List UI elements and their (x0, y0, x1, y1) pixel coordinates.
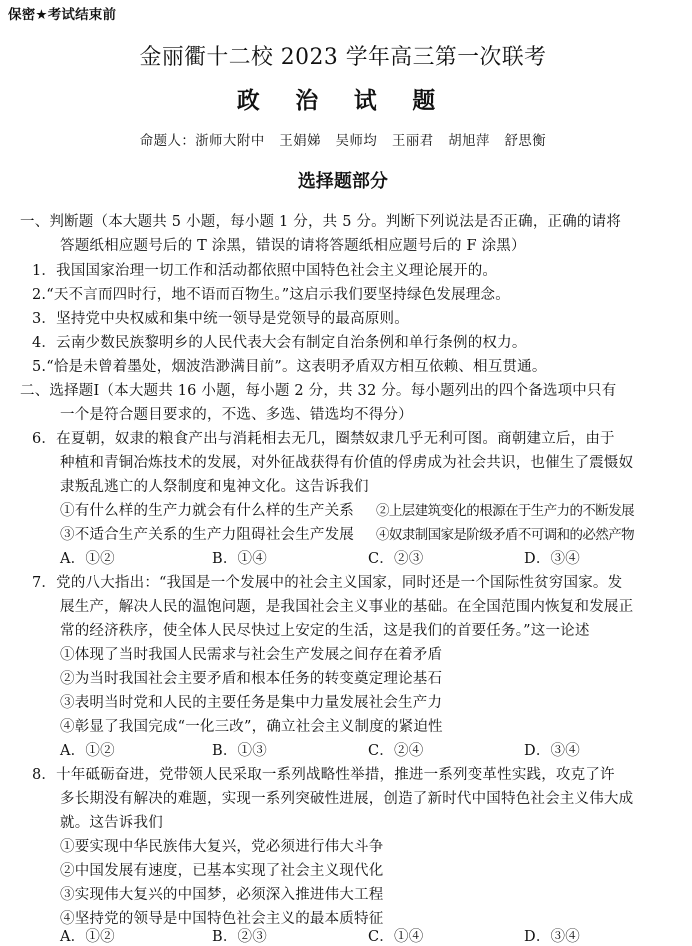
q7-statement-2: ②为当时我国社会主要矛盾和根本任务的转变奠定理论基石 (60, 671, 443, 687)
judge-item-5: 5.“恰是未曾着墨处，烟波浩渺满目前”。这表明矛盾双方相互依赖、相互贯通。 (32, 359, 547, 375)
q8-statement-4: ④坚持党的领导是中国特色社会主义的最本质特征 (60, 911, 384, 927)
subject-title: 政 治 试 题 (236, 88, 450, 114)
q8-option-b: B．②③ (212, 929, 267, 945)
section2-heading-cont: 一个是符合题目要求的，不选、多选、错选均不得分） (60, 407, 413, 423)
confidential-label: 保密★考试结束前 (8, 7, 117, 23)
q6-statement-2: ②上层建筑变化的根源在于生产力的不断发展 (376, 503, 634, 519)
q6-option-c: C．②③ (368, 551, 424, 567)
judge-item-2: 2.“天不言而四时行，地不语而百物生。”这启示我们要坚持绿色发展理念。 (32, 287, 510, 303)
q8-statement-1: ①要实现中华民族伟大复兴，党必须进行伟大斗争 (60, 839, 384, 855)
part-heading: 选择题部分 (297, 171, 389, 192)
q8-option-c: C．①④ (368, 929, 424, 945)
q7-stem-line3: 常的经济秩序，使全体人民尽快过上安定的生活，这是我们的首要任务。”这一论述 (60, 623, 590, 639)
q8-stem-line2: 多长期没有解决的难题，实现一系列突破性进展，创造了新时代中国特色社会主义伟大成 (60, 791, 634, 807)
q6-option-a: A．①② (60, 551, 115, 567)
q8-stem-line3: 就。这告诉我们 (60, 815, 163, 831)
q8-statement-3: ③实现伟大复兴的中国梦，必须深入推进伟大工程 (60, 887, 384, 903)
q7-option-a: A．①② (60, 743, 115, 759)
q7-option-d: D．③④ (524, 743, 580, 759)
q7-statement-3: ③表明当时党和人民的主要任务是集中力量发展社会生产力 (60, 695, 443, 711)
q7-option-b: B．①③ (212, 743, 267, 759)
judge-item-1: 1．我国国家治理一切工作和活动都依照中国特色社会主义理论展开的。 (32, 263, 498, 279)
q7-statement-4: ④彰显了我国完成“一化三改”，确立社会主义制度的紧迫性 (60, 719, 443, 735)
section1-heading: 一、判断题（本大题共 5 小题，每小题 1 分，共 5 分。判断下列说法是否正确，正确的请将 (20, 214, 622, 230)
q7-stem-line2: 展生产，解决人民的温饱问题，是我国社会主义事业的基础。在全国范围内恢复和发展正 (60, 599, 634, 615)
q7-stem-line1: 7．党的八大指出：“我国是一个发展中的社会主义国家，同时还是一个国际性贫穷国家。发 (32, 575, 623, 591)
q6-statement-4: ④奴隶制国家是阶级矛盾不可调和的必然产物 (376, 527, 634, 543)
q7-statement-1: ①体现了当时我国人民需求与社会生产发展之间存在着矛盾 (60, 647, 443, 663)
exam-title: 金丽衢十二校 2023 学年高三第一次联考 (139, 45, 547, 70)
q6-stem-line1: 6．在夏朝，奴隶的粮食产出与消耗相去无几，圈禁奴隶几乎无利可图。商朝建立后，由于 (32, 431, 615, 447)
judge-item-3: 3．坚持党中央权威和集中统一领导是党领导的最高原则。 (32, 311, 409, 327)
q6-option-b: B．①④ (212, 551, 267, 567)
q6-statement-3: ③不适合生产关系的生产力阻碍社会生产发展 (60, 527, 354, 543)
judge-item-4: 4．云南少数民族黎明乡的人民代表大会有制定自治条例和单行条例的权力。 (32, 335, 527, 351)
q6-stem-line2: 种植和青铜冶炼技术的发展，对外征战获得有价值的俘虏成为社会共识，也催生了震慑奴 (60, 455, 634, 471)
q7-option-c: C．②④ (368, 743, 424, 759)
q6-statement-1: ①有什么样的生产力就会有什么样的生产关系 (60, 503, 354, 519)
q8-option-a: A．①② (60, 929, 115, 945)
q8-stem-line1: 8．十年砥砺奋进，党带领人民采取一系列战略性举措，推进一系列变革性实践，攻克了许 (32, 767, 615, 783)
q8-option-d: D．③④ (524, 929, 580, 945)
section1-heading-cont: 答题纸相应题号后的 T 涂黑，错误的请将答题纸相应题号后的 F 涂黑） (60, 238, 526, 254)
section2-heading: 二、选择题Ⅰ（本大题共 16 小题，每小题 2 分，共 32 分。每小题列出的四个备选项中只有 (20, 383, 617, 399)
authors-line: 命题人：浙师大附中 王娟娣 吴师均 王丽君 胡旭萍 舒思衡 (139, 133, 547, 149)
q6-option-d: D．③④ (524, 551, 580, 567)
q6-stem-line3: 隶叛乱逃亡的人祭制度和鬼神文化。这告诉我们 (60, 479, 369, 495)
q8-statement-2: ②中国发展有速度，已基本实现了社会主义现代化 (60, 863, 384, 879)
